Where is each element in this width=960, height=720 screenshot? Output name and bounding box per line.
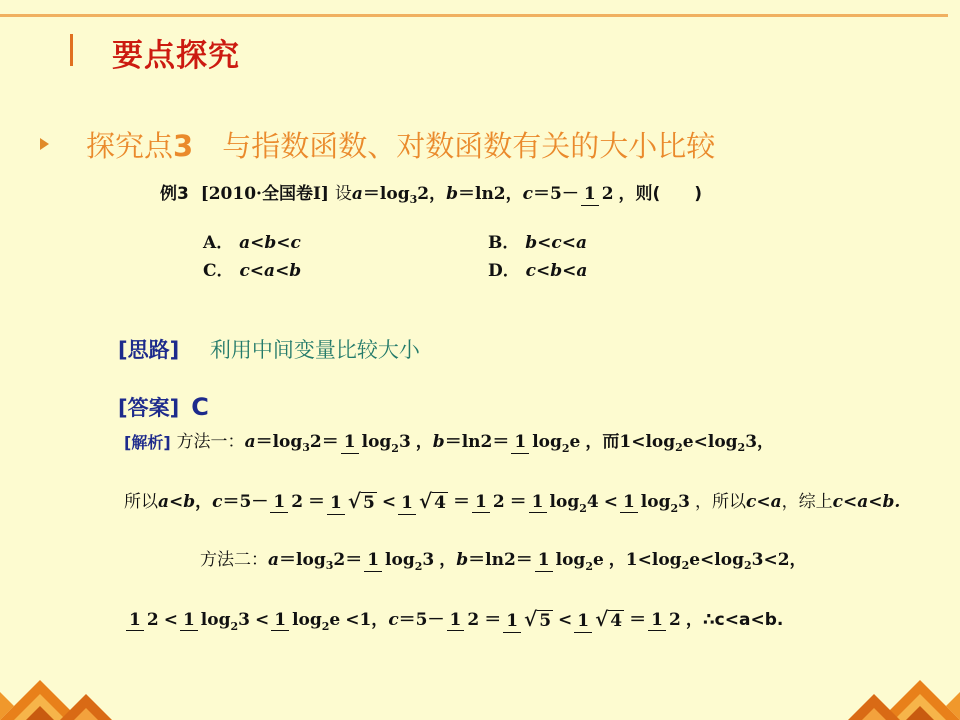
solution-line-2: 所以 a<b ， c ＝ 5 － 1 2 ＝ 1 √ 5 < 1 √ 4 ＝ 1 2 ＝ 1 log24 < 1 log23 ，所以 c<a ，综上 c<a<b. — [124, 489, 901, 515]
option-a: A． a<b<c — [203, 233, 301, 253]
title-bar-marker — [70, 34, 73, 66]
thinking-block: [思路] 利用中间变量比较大小 — [118, 338, 420, 362]
example-question: 例3 [2010·全国卷Ⅰ] 设 a ＝ log 3 2 ， b ＝ ln2 ， c ＝ 5 － 1 2 ，则( ) — [160, 184, 703, 207]
answer-block: [答案] C — [118, 393, 209, 421]
option-c: C． c<a<b — [203, 261, 302, 281]
solution-line-1: [解析] 方法一： a ＝ log 3 2 ＝ 1 log23 ， b ＝ ln2 ＝ 1 log2e ，而1< log 2 e < log 2 3 ， — [124, 432, 775, 455]
solution-line-3: 方法二： a ＝ log 3 2 ＝ 1 log23 ， b ＝ ln2 ＝ 1 log2e ，1< log 2 e < log 2 3 <2， — [200, 550, 807, 573]
subtitle: 探究点3 与指数函数、对数函数有关的大小比较 — [86, 129, 716, 163]
option-b: B． b<c<a — [488, 233, 588, 253]
header-accent-line — [0, 14, 948, 17]
bottom-right-decoration — [840, 662, 960, 720]
solution-line-4: 1 2 < 1 log23 < 1 log2e <1， c ＝ 5 － 1 2 ＝ 1 √ 5 < 1 √ 4 ＝ 1 2 ，∴c<a<b. — [124, 608, 783, 633]
page-title: 要点探究 — [112, 38, 240, 74]
fraction-one-half: 1 2 — [581, 184, 617, 206]
option-d: D． c<b<a — [488, 261, 588, 281]
triangle-bullet-icon — [40, 138, 49, 150]
bottom-left-decoration — [0, 662, 120, 720]
